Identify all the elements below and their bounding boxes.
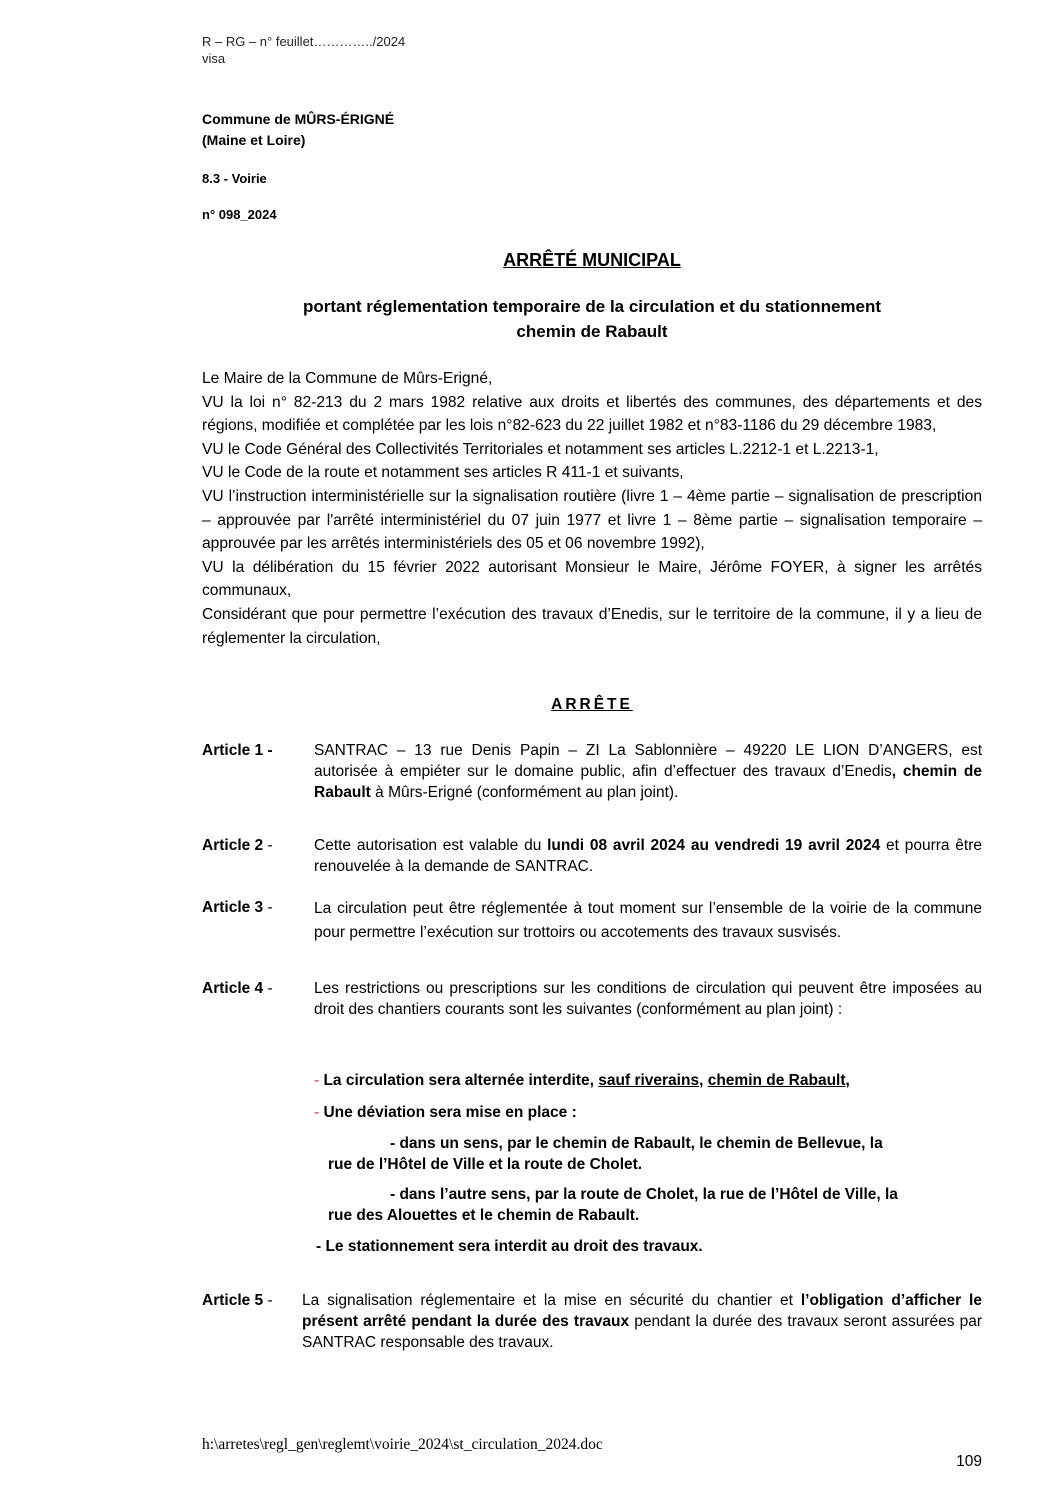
subtitle-line-1: portant réglementation temporaire de la circulation et du stationnement xyxy=(302,297,882,316)
department-name: (Maine et Loire) xyxy=(202,132,306,148)
article-5-obligation: l’obligation d’afficher le présent arrêté pendant la durée des travaux xyxy=(302,1292,982,1330)
article-5-label: Article 5 - xyxy=(202,1292,273,1309)
preamble-paragraph: VU la délibération du 15 février 2022 autorisant Monsieur le Maire, Jérôme FOYER, à signer les arrêtés communaux, xyxy=(202,558,982,600)
preamble-paragraph: VU le Code de la route et notamment ses articles R 411-1 et suivants, xyxy=(202,464,684,482)
detour-direction-1: - dans un sens, par le chemin de Rabault, le chemin de Bellevue, la rue de l’Hôtel de Ville et la route de Cholet. xyxy=(328,1135,883,1173)
document-subtitle xyxy=(202,294,982,344)
article-1-label: Article 1 - xyxy=(202,742,273,759)
preamble-paragraph: Considérant que pour permettre l’exécution des travaux d’Enedis, sur le territoire de la commune, il y a lieu de réglementer la circulation, xyxy=(202,605,982,647)
page-number: 109 xyxy=(956,1453,982,1470)
preamble-paragraph: VU la loi n° 82-213 du 2 mars 1982 relative aux droits et libertés des communes, des départements et des régions, modifiée et complétée par les lois n°82-623 du 22 juillet 1982 et n°83-1186 du 29 décembre 1983, xyxy=(202,393,982,435)
restriction-item-3: - Le stationnement sera interdit au droit des travaux. xyxy=(316,1238,703,1255)
article-1-text: SANTRAC – 13 rue Denis Papin – ZI La Sablonnière – 49220 LE LION D’ANGERS, est autorisée à empiéter sur le domaine public, afin d’effectuer des travaux d’Enedis, chemin de Rabault à Mûrs-Erigné (conformément au plan joint). xyxy=(314,742,982,801)
restriction-item-1: - La circulation sera alternée interdite, sauf riverains, chemin de Rabault, xyxy=(314,1072,850,1089)
preamble xyxy=(202,367,982,650)
preamble-paragraph: VU l’instruction interministérielle sur la signalisation routière (livre 1 – 4ème partie – signalisation de prescription – approuvée par l'arrêté interministériel du 07 juin 1977 et livre 1 – 8ème partie – signalisation temporaire – approuvée par les arrêtés interministériels des 05 et 06 novembre 1992), xyxy=(202,487,982,553)
article-1-place: chemin de Rabault xyxy=(314,763,982,801)
subtitle-line-2: chemin de Rabault xyxy=(516,322,668,341)
arrete-heading: ARRÊTE xyxy=(551,696,633,713)
article-5-text: La signalisation réglementaire et la mise en sécurité du chantier et l’obligation d’afficher le présent arrêté pendant la durée des travaux pendant la durée des travaux seront assurées par SANTRAC responsable des travaux. xyxy=(302,1292,982,1351)
detour-direction-2: - dans l’autre sens, par la route de Cholet, la rue de l’Hôtel de Ville, la rue des Alouettes et le chemin de Rabault. xyxy=(328,1186,898,1224)
document-title: ARRÊTÉ MUNICIPAL xyxy=(503,250,681,270)
article-3-text: La circulation peut être réglementée à tout moment sur l’ensemble de la voirie de la commune pour permettre l’exécution sur trottoirs ou accotements des travaux susvisés. xyxy=(314,900,982,941)
header-folio-line: R – RG – n° feuillet…………../2024 xyxy=(202,34,406,49)
article-2-label: Article 2 - xyxy=(202,837,273,854)
decree-number: n° 098_2024 xyxy=(202,207,277,222)
article-2-text: Cette autorisation est valable du lundi 08 avril 2024 au vendredi 19 avril 2024 et pourra être renouvelée à la demande de SANTRAC. xyxy=(314,837,982,875)
commune-name: Commune de MÛRS-ÉRIGNÉ xyxy=(202,111,395,127)
article-3-label: Article 3 - xyxy=(202,899,273,916)
article-2-dates: lundi 08 avril 2024 au vendredi 19 avril 2024 xyxy=(547,837,881,854)
restriction-item-2: - Une déviation sera mise en place : xyxy=(314,1104,577,1121)
category-label: 8.3 - Voirie xyxy=(202,171,267,186)
file-path: h:\arretes\regl_gen\reglemt\voirie_2024\st_circulation_2024.doc xyxy=(202,1436,603,1453)
header-visa-line: visa xyxy=(202,51,226,66)
preamble-paragraph: VU le Code Général des Collectivités Territoriales et notamment ses articles L.2212-1 et L.2213-1, xyxy=(202,440,879,458)
article-4-label: Article 4 - xyxy=(202,980,273,997)
preamble-paragraph: Le Maire de la Commune de Mûrs-Erigné, xyxy=(202,370,493,387)
article-4-text: Les restrictions ou prescriptions sur les conditions de circulation qui peuvent être imposées au droit des chantiers courants sont les suivantes (conformément au plan joint) : xyxy=(314,980,982,1018)
